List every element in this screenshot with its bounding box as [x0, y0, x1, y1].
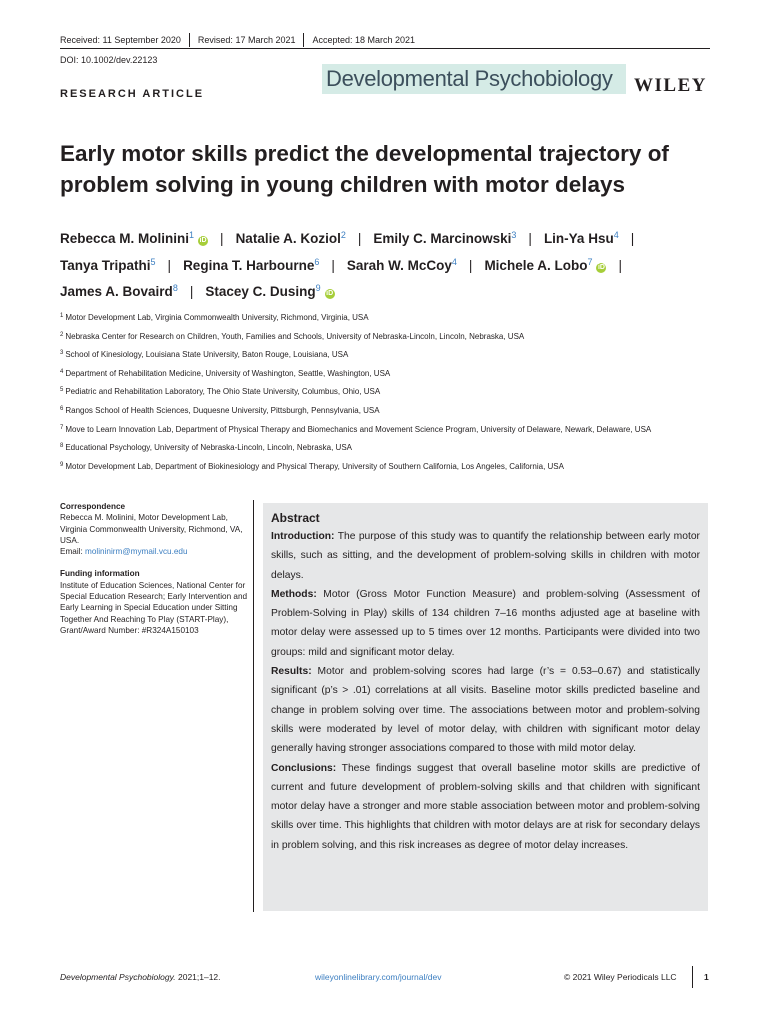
affiliation: $^6$ Rangos School of Health Sciences, Duquesne University, Pittsburgh, Pennsylvania, USA — [60, 405, 380, 415]
orcid-icon[interactable]: iD — [326, 290, 334, 297]
email-link[interactable]: molininirm@mymail.vcu.edu — [85, 547, 188, 557]
sidebar-info — [60, 501, 250, 636]
footer-copyright: © 2021 Wiley Periodicals LLC — [564, 972, 677, 982]
abstract-box — [263, 503, 708, 911]
author[interactable]: Regina T. Harbourne$^6$ — [183, 256, 320, 273]
divider — [303, 33, 304, 47]
divider — [692, 966, 693, 988]
correspondence-text: Rebecca M. Molinini, Motor Development Lab, Virginia Commonwealth University, Richmond, VA, USA. — [60, 513, 243, 545]
abstract-methods: Methods: Motor (Gross Motor Function Measure) and problem-solving (Assessment of Problem-Solving in Play) skills of 134 children 7–16 months adjusted age at baseline with motor delay were assessed up to 5 times over 12 months. Participants were divided into two groups: mild and significant motor delay. — [271, 588, 700, 658]
footer-url[interactable]: wileyonlinelibrary.com/journal/dev — [315, 972, 442, 982]
affiliation: $^4$ Department of Rehabilitation Medicine, University of Washington, Seattle, Washington, USA — [60, 368, 391, 378]
abstract-conclusions: Conclusions: These findings suggest that overall baseline motor skills are predictive of current and future development of problem-solving skills and that children with significant motor delay have a stronger and more stable association between motor and problem-solving skills over time. This highlights that children with motor delays are at risk for secondary delays in problem solving, and this risk increases as degree of motor delay increases. — [271, 762, 700, 851]
abstract-heading: Abstract — [271, 511, 320, 525]
page-number: 1 — [704, 972, 709, 982]
affiliation: $^8$ Educational Psychology, University of Nebraska-Lincoln, Lincoln, Nebraska, USA — [60, 443, 352, 453]
doi[interactable]: DOI: 10.1002/dev.22123 — [60, 55, 158, 65]
paper-title: Early motor skills predict the developmental trajectory of problem solving in young children with motor delays — [60, 141, 669, 197]
author[interactable]: Lin-Ya Hsu$^4$ — [543, 230, 619, 246]
publication-dates — [60, 33, 415, 47]
revised-date: Revised: 17 March 2021 — [197, 35, 296, 45]
funding-text: Institute of Education Sciences, National Center for Special Education Research; Early Intervention and Early Learning in Special Education under Sitting Together And Reaching To Play (START-Play), Grant/Award Number: #R324A150103 — [60, 580, 248, 635]
received-date: Received: 11 September 2020 — [60, 35, 181, 45]
affiliation: $^2$ Nebraska Center for Research on Children, Youth, Families and Schools, University of Nebraska-Lincoln, Lincoln, Nebraska, USA — [60, 331, 525, 341]
affiliation-list — [60, 311, 720, 478]
author-list: Rebecca M. Molinini$^1$iD | Natalie A. Koziol$^2$ | Emily C. Marcinowski$^3$ | Lin-Ya Hsu$^4$ | Tanya Tripathi$^5$ | Regina T. Harbourne$^6$ | Sarah W. McCoy$^4$ | Michele A. Lobo$^7$iD | James A. Bovaird$^8$ | Stacey C. Dusing$^9$iD — [60, 230, 635, 299]
correspondence-email: Email: molininirm@mymail.vcu.edu — [60, 547, 188, 557]
publisher-logo: WILEY — [634, 75, 707, 96]
author[interactable]: Rebecca M. Molinini$^1$iD — [60, 230, 207, 246]
correspondence-heading: Correspondence — [60, 502, 126, 511]
affiliation: $^9$ Motor Development Lab, Department of Biokinesiology and Physical Therapy, University of Southern California, Los Angeles, California, USA — [60, 461, 564, 471]
article-type: RESEARCH ARTICLE — [60, 88, 205, 100]
author[interactable]: Stacey C. Dusing$^9$iD — [205, 283, 334, 299]
author[interactable]: Michele A. Lobo$^7$iD — [484, 256, 605, 273]
orcid-icon[interactable]: iD — [199, 237, 207, 244]
header-rule — [60, 48, 710, 49]
author[interactable]: Tanya Tripathi$^5$ — [60, 256, 156, 273]
divider — [189, 33, 190, 47]
abstract-introduction: Introduction: The purpose of this study was to quantify the relationship between early motor skills, such as sitting, and the development of problem-solving skills in children with motor delays. — [271, 531, 700, 581]
journal-banner: Developmental Psychobiology — [322, 64, 626, 94]
column-divider — [253, 500, 254, 912]
author[interactable]: James A. Bovaird$^8$ — [60, 283, 178, 299]
abstract-results: Results: Motor and problem-solving scores had large (r’s = 0.53–0.67) and statistically significant (p’s > .01) correlations at all visits. Baseline motor skills predicted baseline and change in problem solving over time. The associations between motor and problem-solving skills were moderated by level of motor delay, with children with significant motor delay generally having stronger associations compared to those with mild motor delay. — [271, 666, 700, 755]
author[interactable]: Natalie A. Koziol$^2$ — [235, 230, 346, 246]
affiliation: $^7$ Move to Learn Innovation Lab, Department of Physical Therapy and Biomechanics and Movement Science Program, University of Delaware, Newark, Delaware, USA — [60, 424, 652, 434]
affiliation: $^3$ School of Kinesiology, Louisiana State University, Baton Rouge, Louisiana, USA — [60, 350, 349, 360]
author[interactable]: Emily C. Marcinowski$^3$ — [373, 230, 517, 246]
accepted-date: Accepted: 18 March 2021 — [312, 35, 416, 45]
author[interactable]: Sarah W. McCoy$^4$ — [346, 256, 457, 273]
orcid-icon[interactable]: iD — [597, 263, 605, 271]
funding-heading: Funding information — [60, 569, 140, 579]
affiliation: $^1$ Motor Development Lab, Virginia Commonwealth University, Richmond, Virginia, USA — [60, 313, 369, 322]
affiliation: $^5$ Pediatric and Rehabilitation Laboratory, The Ohio State University, Columbus, Ohio, USA — [60, 387, 381, 397]
footer-citation: Developmental Psychobiology. 2021;1–12. — [60, 972, 221, 982]
